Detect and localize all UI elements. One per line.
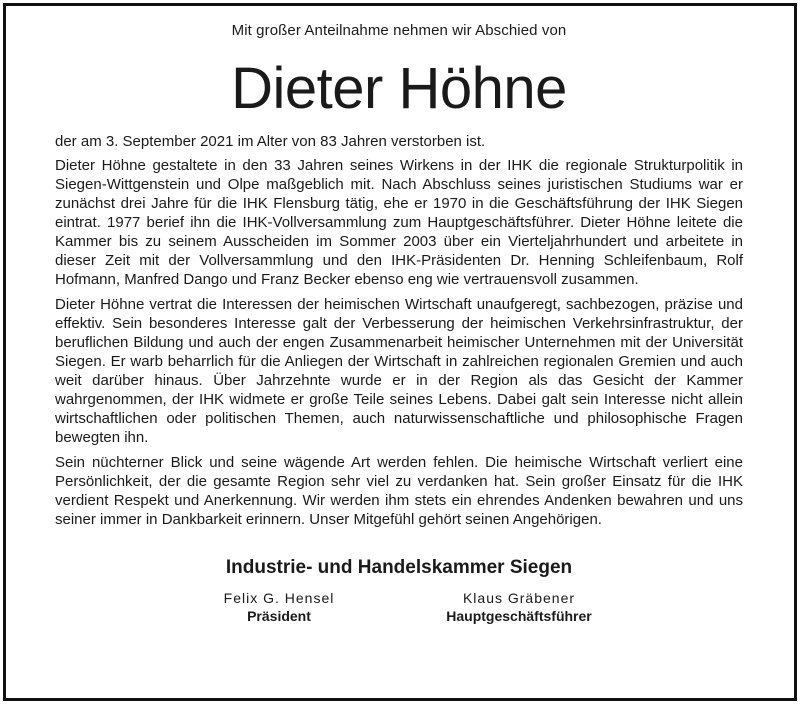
- organization-name: Industrie- und Handelskammer Siegen: [225, 557, 573, 578]
- signer-president: [159, 589, 399, 625]
- obituary-notice: [55, 22, 743, 625]
- death-date-line: der am 3. September 2021 im Alter von 83 Jahren verstorben ist.: [55, 133, 486, 150]
- signer-title: Hauptgeschäftsführer: [446, 608, 592, 624]
- signer-name: Klaus Gräbener: [462, 590, 576, 606]
- signer-name: Felix G. Hensel: [223, 590, 335, 606]
- signatories: [55, 589, 743, 625]
- paragraph-farewell: Sein nüchterner Blick und seine wägende Art werden fehlen. Die heimische Wirtschaft verliert eine Persönlichkeit, der die gesamte Region sehr viel zu verdanken hat. Sein großer Einsatz für die IHK verdient Respekt und Anerkennung. Wir werden ihm stets ein ehrendes Andenken bewahren und uns seiner immer in Dankbarkeit erinnern. Unser Mitgefühl gehört seinen Angehörigen.: [55, 454, 743, 528]
- signer-title: Präsident: [247, 608, 311, 624]
- paragraph-merits: Dieter Höhne vertrat die Interessen der heimischen Wirtschaft unaufgeregt, sachbezogen, präzise und effektiv. Sein besonderes Interesse galt der Verbesserung der heimischen Verkehrsinfrastruktur, der beruflichen Bildung und auch der engen Zusammenarbeit heimischer Unternehmen mit der Universität Siegen. Er warb beharrlich für die Anliegen der Wirtschaft in zahlreichen regionalen Gremien und auch weit darüber hinaus. Über Jahrzehnte wurde er in der Region als das Gesicht der Kammer wahrgenommen, der IHK widmete er große Teile seines Lebens. Dabei galt sein Interesse nicht allein wirtschaftlichen oder politischen Themen, auch naturwissenschaftliche und philosophische Fragen bewegten ihn.: [55, 296, 743, 446]
- deceased-name: Dieter Höhne: [231, 56, 567, 121]
- signer-managing-director: [399, 589, 639, 625]
- paragraph-career: Dieter Höhne gestaltete in den 33 Jahren seines Wirkens in der IHK die regionale Strukturpolitik in Siegen-Wittgenstein und Olpe maßgeblich mit. Nach Abschluss seines juristischen Studiums war er zunächst drei Jahre für die IHK Flensburg tätig, ehe er 1970 in die Geschäftsführung der IHK Siegen eintrat. 1977 berief ihn die IHK-Vollversammlung zum Hauptgeschäftsführer. Dieter Höhne leitete die Kammer bis zu seinem Ausscheiden im Sommer 2003 über ein Vierteljahrhundert und arbeitete in dieser Zeit mit der Vollversammlung und den IHK-Präsidenten Dr. Henning Schleifenbaum, Rolf Hofmann, Manfred Dango und Franz Becker ebenso eng wie vertrauensvoll zusammen.: [55, 157, 743, 288]
- intro-line: Mit großer Anteilnahme nehmen wir Abschied von: [231, 22, 567, 39]
